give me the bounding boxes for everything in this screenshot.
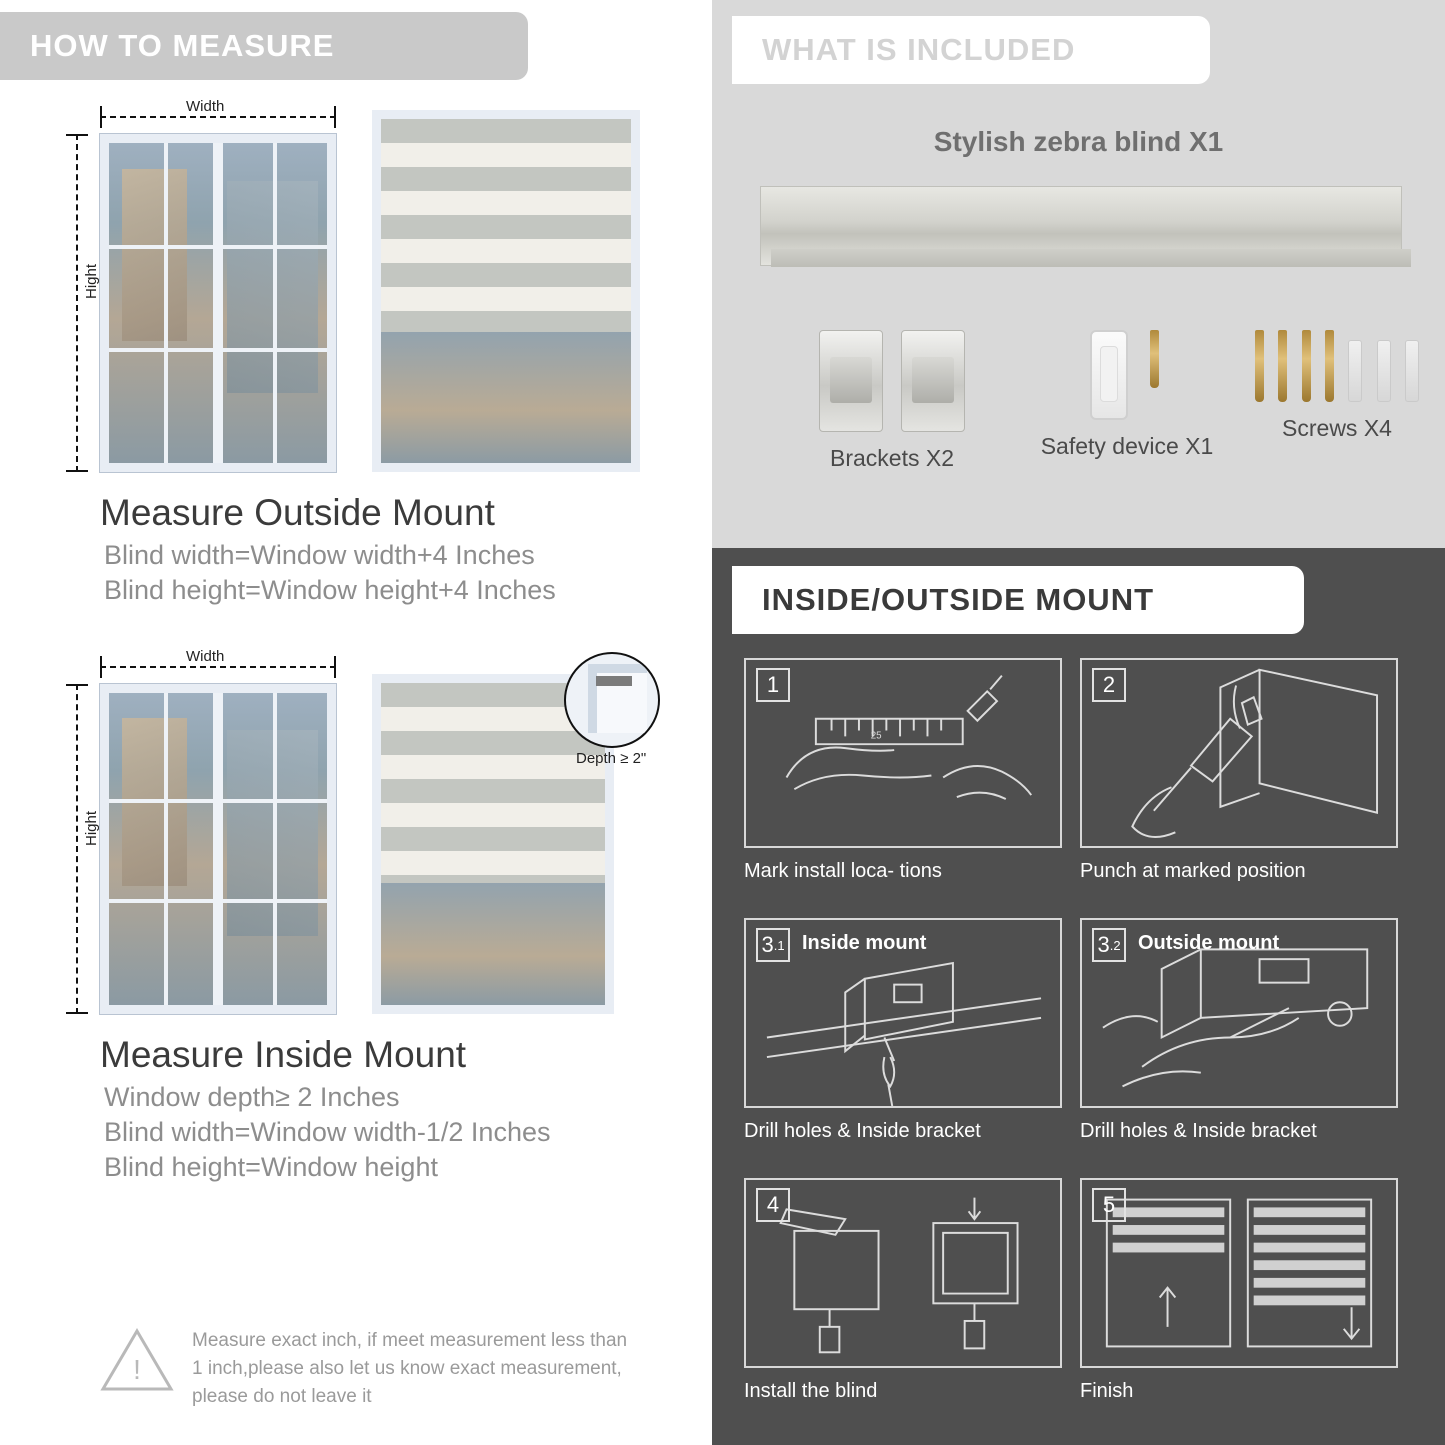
hand-ruler-pencil-icon bbox=[746, 660, 1060, 846]
anchor-icon bbox=[1377, 340, 1391, 402]
inside-outside-mount-panel bbox=[712, 548, 1445, 1445]
step-5 bbox=[1080, 1178, 1416, 1438]
outside-height-label: Hight bbox=[83, 258, 100, 305]
tick bbox=[334, 106, 336, 128]
step-caption: Drill holes & Inside bracket bbox=[744, 1120, 981, 1142]
window-grid bbox=[109, 693, 327, 1005]
step-caption: Mark install loca- tions bbox=[744, 860, 942, 882]
depth-callout-icon bbox=[564, 652, 660, 748]
outside-height-arrow bbox=[76, 134, 78, 472]
measure-note bbox=[100, 1327, 640, 1411]
window-illustration bbox=[100, 134, 336, 472]
inside-mount-line-2: Blind width=Window width-1/2 Inches bbox=[104, 1117, 551, 1147]
step-caption: Install the blind bbox=[744, 1380, 878, 1402]
inside-outside-mount-banner bbox=[732, 566, 1304, 634]
inside-mount-line-1: Window depth≥ 2 Inches bbox=[104, 1082, 400, 1112]
step-2 bbox=[1080, 658, 1416, 918]
inside-width-label: Width bbox=[180, 648, 230, 665]
part-label: Brackets X2 bbox=[830, 445, 954, 471]
step-caption: Punch at marked position bbox=[1080, 860, 1306, 882]
part-safety-device bbox=[1012, 330, 1242, 460]
finished-blind-icon bbox=[1082, 1180, 1396, 1366]
tick bbox=[66, 470, 88, 472]
product-title: Stylish zebra blind X1 bbox=[933, 126, 1224, 157]
drill-icon bbox=[1082, 660, 1396, 846]
how-to-measure-panel bbox=[0, 0, 712, 1445]
outside-mount-illustration bbox=[0, 98, 712, 478]
step-number: 3 .1 bbox=[756, 928, 790, 962]
svg-text:!: ! bbox=[133, 1354, 141, 1385]
step-3-1 bbox=[744, 918, 1080, 1178]
step-number: 1 bbox=[756, 668, 790, 702]
measure-note-text: Measure exact inch, if meet measurement less than 1 inch,please also let us know exact measurement, please do not leave it bbox=[192, 1330, 628, 1407]
step-number: 2 bbox=[1092, 668, 1126, 702]
outside-width-arrow bbox=[100, 116, 336, 118]
steps-grid bbox=[744, 658, 1412, 1438]
parts-list bbox=[712, 330, 1445, 510]
step-1 bbox=[744, 658, 1080, 918]
inside-mount-heading: Measure Inside Mount bbox=[100, 1034, 467, 1075]
step-number: 3 .2 bbox=[1092, 928, 1126, 962]
blind-install-icon bbox=[746, 1180, 1060, 1366]
anchor-icon bbox=[1348, 340, 1362, 402]
warning-triangle-icon bbox=[100, 1327, 174, 1393]
how-to-measure-title: HOW TO MEASURE bbox=[30, 28, 335, 63]
part-label: Screws X4 bbox=[1282, 415, 1392, 441]
step-3-2 bbox=[1080, 918, 1416, 1178]
screw-icon bbox=[1325, 330, 1334, 402]
zebra-fabric bbox=[381, 119, 631, 332]
step-number: 5 bbox=[1092, 1188, 1126, 1222]
inside-mount-block bbox=[0, 648, 712, 1183]
inside-mount-line-3: Blind height=Window height bbox=[104, 1152, 438, 1182]
bracket-icon bbox=[901, 330, 965, 432]
outside-mount-line-2: Blind height=Window height+4 Inches bbox=[104, 575, 556, 605]
inside-height-label: Hight bbox=[83, 805, 100, 852]
part-label: Safety device X1 bbox=[1040, 433, 1214, 459]
outside-mount-heading: Measure Outside Mount bbox=[100, 492, 495, 533]
step-caption: Finish bbox=[1080, 1380, 1134, 1402]
outside-mount-block bbox=[0, 98, 712, 606]
headrail-illustration bbox=[760, 186, 1402, 266]
step-number: 4 bbox=[756, 1188, 790, 1222]
safety-device-icon bbox=[1090, 330, 1128, 420]
what-is-included-banner bbox=[732, 16, 1210, 84]
what-is-included-title: WHAT IS INCLUDED bbox=[762, 32, 1076, 67]
step-subtitle: Inside mount bbox=[802, 932, 927, 954]
anchor-icon bbox=[1405, 340, 1419, 402]
screw-icon bbox=[1278, 330, 1287, 402]
bracket-icon bbox=[819, 330, 883, 432]
step-subtitle: Outside mount bbox=[1138, 932, 1280, 954]
inside-width-arrow bbox=[100, 666, 336, 668]
part-brackets bbox=[772, 330, 1012, 472]
outside-mount-line-1: Blind width=Window width+4 Inches bbox=[104, 540, 535, 570]
window-grid bbox=[109, 143, 327, 463]
blind-window-glass bbox=[381, 332, 631, 463]
blind-illustration bbox=[372, 110, 640, 472]
outside-width-label: Width bbox=[180, 98, 230, 115]
step-caption: Drill holes & Inside bracket bbox=[1080, 1120, 1317, 1142]
inside-mount-illustration bbox=[0, 648, 712, 1020]
right-column bbox=[712, 0, 1445, 1445]
window-illustration bbox=[100, 684, 336, 1014]
blind-window-glass bbox=[381, 883, 605, 1005]
screw-icon bbox=[1255, 330, 1264, 402]
tick bbox=[66, 134, 88, 136]
screw-icon bbox=[1302, 330, 1311, 402]
what-is-included-panel bbox=[712, 0, 1445, 548]
tick bbox=[100, 106, 102, 128]
inside-outside-mount-title: INSIDE/OUTSIDE MOUNT bbox=[762, 582, 1155, 617]
how-to-measure-banner bbox=[0, 12, 528, 80]
step-4 bbox=[744, 1178, 1080, 1438]
depth-label: Depth ≥ 2" bbox=[576, 750, 647, 767]
part-screws bbox=[1232, 330, 1442, 442]
inside-height-arrow bbox=[76, 684, 78, 1014]
screw-icon bbox=[1150, 330, 1159, 388]
svg-text:25: 25 bbox=[870, 730, 882, 742]
